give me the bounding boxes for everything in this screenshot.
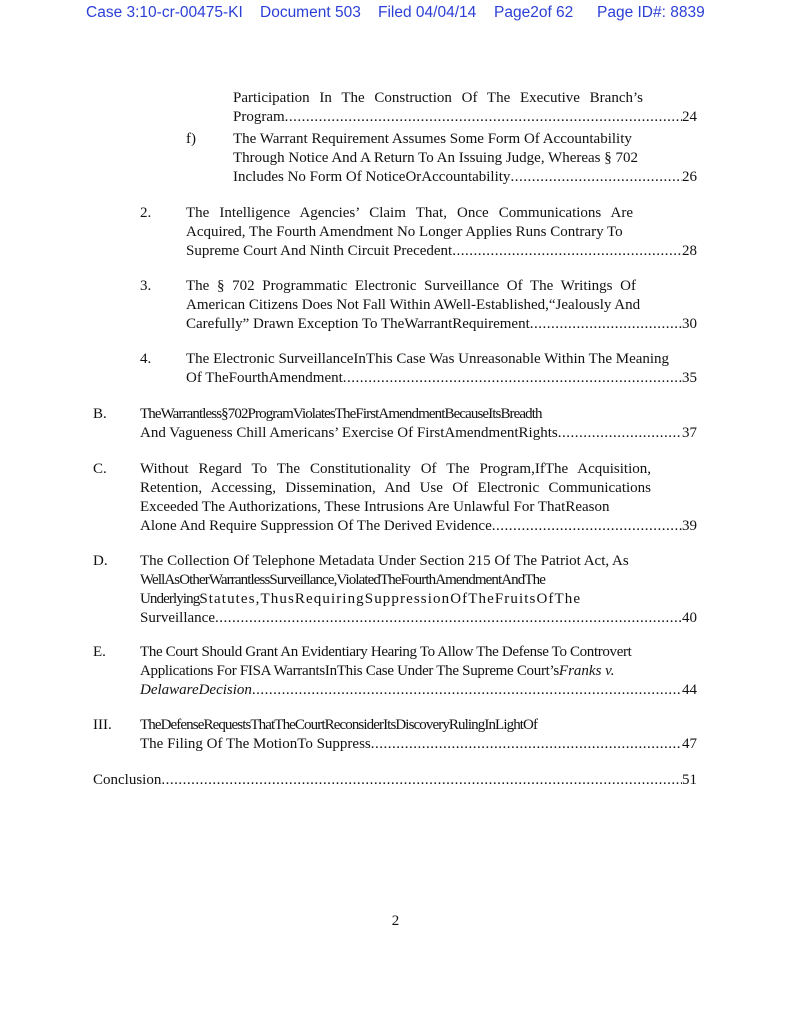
dot-leader <box>371 735 682 754</box>
toc-page-number: 35 <box>682 370 697 386</box>
document-number: Document 503 <box>260 4 361 21</box>
toc-entry-leader-line <box>186 369 697 388</box>
toc-marker: 4. <box>140 351 152 367</box>
toc-entry-2 <box>186 204 697 261</box>
case-number: Case 3:10-cr-00475-KI <box>86 4 243 21</box>
toc-entry-text: Program <box>233 109 285 125</box>
toc-marker: C. <box>93 461 107 477</box>
dot-leader <box>558 424 682 443</box>
toc-entry-text: WellAsOtherWarrantlessSurveillance,ViolatedTheFourthAmendmentAndThe <box>140 572 546 588</box>
toc-entry-b <box>140 405 697 443</box>
toc-page-number: 44 <box>682 682 697 698</box>
toc-entry-text: Conclusion <box>93 772 162 788</box>
toc-entry-3 <box>186 277 697 334</box>
toc-entry-text: American Citizens Does Not Fall Within AWell-Established,“Jealously And <box>186 297 641 313</box>
toc-entry-text: Acquired, The Fourth Amendment No Longer Applies Runs Contrary To <box>186 224 623 240</box>
toc-entry-leader-line <box>140 735 697 754</box>
toc-marker: III. <box>93 717 112 733</box>
toc-marker: E. <box>93 644 106 660</box>
toc-entry-leader-line <box>140 681 697 700</box>
toc-page-number: 30 <box>682 316 697 332</box>
toc-entry-c <box>140 460 697 536</box>
toc-entry-text: The § 702 Programmatic Electronic Surveillance Of The Writings Of <box>186 278 636 294</box>
toc-entry-text: TheWarrantless§702ProgramViolatesTheFirstAmendmentBecauseItsBreadth <box>140 406 542 422</box>
toc-entry-leader-line <box>233 108 697 127</box>
dot-leader <box>530 315 682 334</box>
toc-entry-text: The Warrant Requirement Assumes Some Form Of Accountability <box>233 131 632 147</box>
toc-entry-leader-line <box>186 315 697 334</box>
toc-entry-text: Without Regard To The Constitutionality Of The Program,IfThe Acquisition, <box>140 461 651 477</box>
toc-entry-text: Participation In The Construction Of The Executive Branch’s <box>233 90 643 106</box>
toc-entry-text: And Vagueness Chill Americans’ Exercise Of FirstAmendmentRights <box>140 425 558 441</box>
toc-page-number: 47 <box>682 736 697 752</box>
case-citation: Franks v. <box>558 663 615 679</box>
toc-entry-leader-line <box>93 771 697 790</box>
toc-entry-text: The Filing Of The MotionTo Suppress <box>140 736 371 752</box>
toc-entry-text: The Intelligence Agencies’ Claim That, Once Communications Are <box>186 205 633 221</box>
filed-date: Filed 04/04/14 <box>378 4 477 21</box>
page-number: 2 <box>391 913 400 929</box>
toc-entry-leader-line <box>186 242 697 261</box>
toc-entry-leader-line <box>140 609 697 628</box>
dot-leader <box>343 369 682 388</box>
toc-page-number: 39 <box>682 518 697 534</box>
dot-leader <box>285 108 682 127</box>
toc-entry-text-mixed <box>140 662 697 681</box>
toc-page-number: 24 <box>682 109 697 125</box>
dot-leader <box>215 609 682 628</box>
toc-entry-text: The Court Should Grant An Evidentiary Hearing To Allow The Defense To Controvert <box>140 644 632 660</box>
toc-entry-text: Supreme Court And Ninth Circuit Precedent <box>186 243 453 259</box>
toc-entry-text: Retention, Accessing, Dissemination, And Use Of Electronic Communications <box>140 480 651 496</box>
toc-entry-text: Statutes,ThusRequiringSuppressionOfTheFruitsOfThe <box>199 591 582 607</box>
toc-entry-text: Applications For FISA WarrantsInThis Case Under The Supreme Court’s <box>140 663 559 679</box>
toc-entry-e-continued <box>233 89 697 127</box>
toc-entry-d <box>140 552 697 628</box>
toc-entry-text: Carefully” Drawn Exception To TheWarrantRequirement <box>186 316 530 332</box>
toc-page-number: 37 <box>682 425 697 441</box>
toc-entry-text-mixed <box>140 590 697 609</box>
toc-entry-text: Alone And Require Suppression Of The Derived Evidence <box>140 518 492 534</box>
toc-entry-text: Includes No Form Of NoticeOrAccountability <box>233 169 511 185</box>
toc-marker: f) <box>186 131 196 147</box>
toc-page-number: 40 <box>682 610 697 626</box>
toc-page-number: 28 <box>682 243 697 259</box>
toc-entry-text: Surveillance <box>140 610 215 626</box>
toc-entry-iii <box>140 716 697 754</box>
toc-entry-e <box>140 643 697 700</box>
dot-leader <box>252 681 682 700</box>
case-citation: DelawareDecision <box>140 682 252 698</box>
toc-entry-leader-line <box>140 424 697 443</box>
page-of-total: Page2of 62 <box>494 4 574 21</box>
toc-marker: B. <box>93 406 107 422</box>
toc-entry-leader-line <box>140 517 697 536</box>
toc-marker: D. <box>93 553 108 569</box>
toc-entry-text: The Collection Of Telephone Metadata Under Section 215 Of The Patriot Act, As <box>140 553 629 569</box>
toc-entry-f <box>233 130 697 187</box>
dot-leader <box>492 517 682 536</box>
toc-entry-text: TheDefenseRequestsThatTheCourtReconsiderItsDiscoveryRulingInLightOf <box>140 717 538 733</box>
dot-leader <box>161 771 682 790</box>
toc-entry-leader-line <box>233 168 697 187</box>
toc-entry-text: Through Notice And A Return To An Issuing Judge, Whereas § 702 <box>233 150 639 166</box>
toc-entry-text: Underlying <box>140 591 200 607</box>
toc-page-number: 26 <box>682 169 697 185</box>
toc-marker: 3. <box>140 278 152 294</box>
toc-entry-conclusion <box>93 771 697 790</box>
dot-leader <box>452 242 682 261</box>
toc-entry-text: Of TheFourthAmendment <box>186 370 343 386</box>
page-id: Page ID#: 8839 <box>597 4 705 21</box>
toc-entry-text: The Electronic SurveillanceInThis Case Was Unreasonable Within The Meaning <box>186 351 670 367</box>
dot-leader <box>510 168 682 187</box>
toc-page-number: 51 <box>682 772 697 788</box>
toc-marker: 2. <box>140 205 152 221</box>
toc-entry-4 <box>186 350 697 388</box>
toc-entry-text: Exceeded The Authorizations, These Intrusions Are Unlawful For ThatReason <box>140 499 610 515</box>
